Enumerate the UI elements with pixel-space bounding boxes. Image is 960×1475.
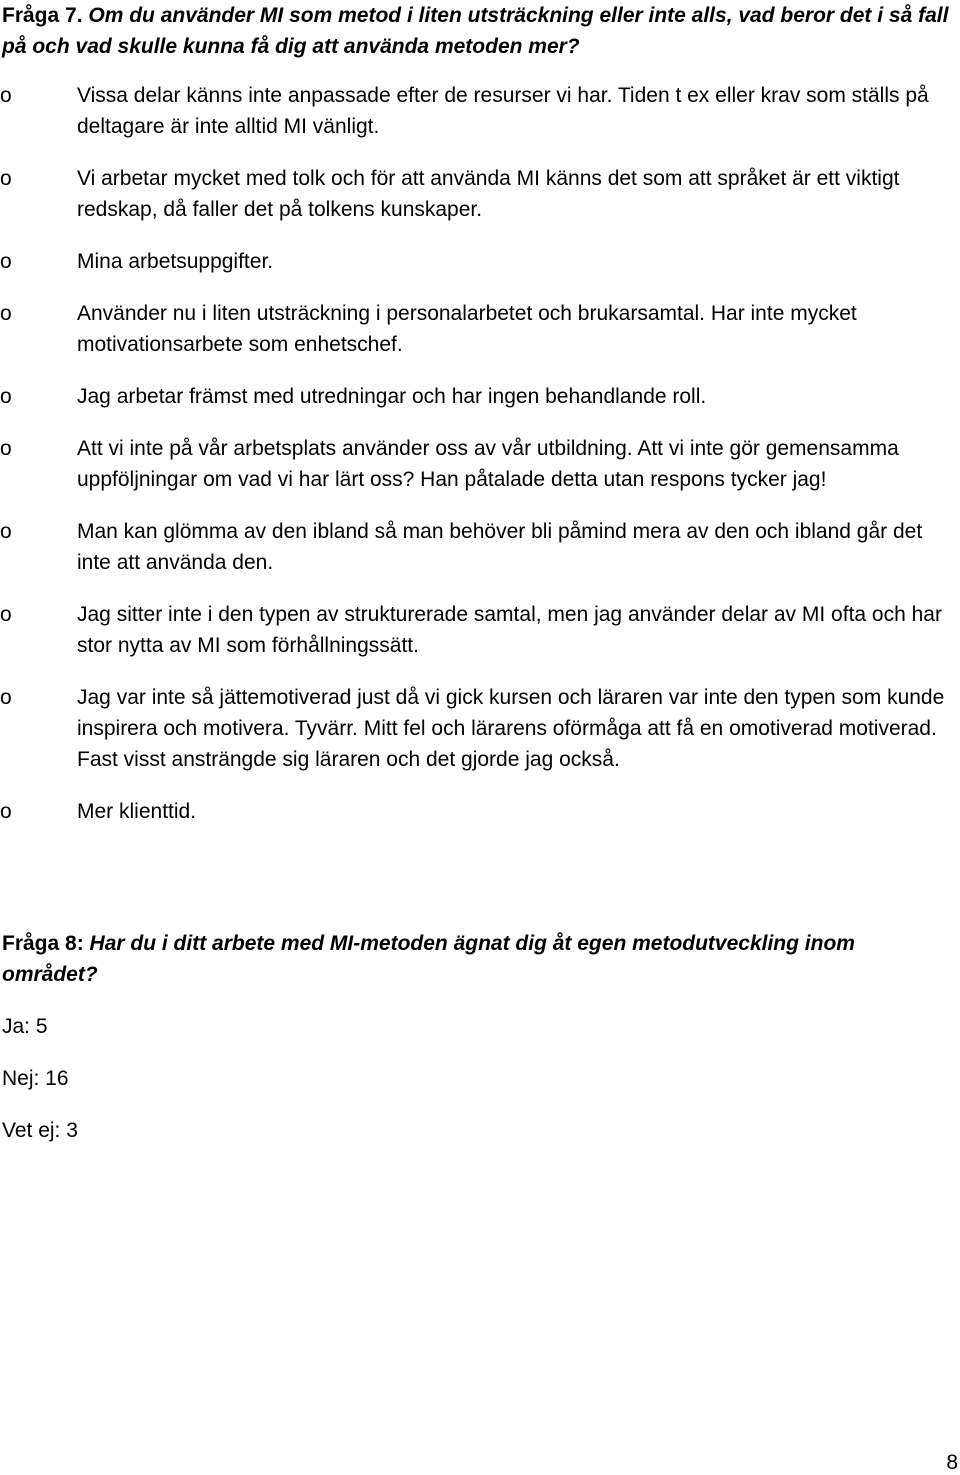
bullet-circle-icon: o xyxy=(0,385,12,408)
bullet-circle-icon: o xyxy=(0,800,12,823)
page-number: 8 xyxy=(946,1451,958,1474)
list-item xyxy=(0,298,957,360)
answer-list xyxy=(0,80,960,848)
question-7-heading xyxy=(2,0,952,62)
list-item xyxy=(0,796,957,827)
list-item xyxy=(0,433,957,495)
answer-text: Mer klienttid. xyxy=(77,800,197,823)
answer-text: Vi arbetar mycket med tolk och för att använda MI känns det som att språket är ett viktigt redskap, då faller det på tolkens kunskaper. xyxy=(77,167,900,221)
bullet-circle-icon: o xyxy=(0,84,12,107)
bullet-circle-icon: o xyxy=(0,250,12,273)
answer-text: Man kan glömma av den ibland så man behöver bli påmind mera av den och ibland går det inte att använda den. xyxy=(77,520,923,574)
question-8-text: Har du i ditt arbete med MI-metoden ägnat dig åt egen metodutveckling inom området? xyxy=(2,932,855,986)
answer-text: Använder nu i liten utsträckning i personalarbetet och brukarsamtal. Har inte mycket motivationsarbete som enhetschef. xyxy=(77,302,857,356)
question-7-label: Fråga 7. xyxy=(2,4,83,27)
question-7-text: Om du använder MI som metod i liten utsträckning eller inte alls, vad beror det i så fall på och vad skulle kunna få dig att använda metoden mer? xyxy=(2,4,949,58)
list-item xyxy=(0,163,957,225)
question-8-label: Fråga 8: xyxy=(2,932,84,955)
question-8-heading xyxy=(2,928,952,990)
result-vet-ej: Vet ej: 3 xyxy=(2,1119,78,1142)
list-item xyxy=(0,80,957,142)
list-item xyxy=(0,682,957,775)
bullet-circle-icon: o xyxy=(0,437,12,460)
bullet-circle-icon: o xyxy=(0,686,12,709)
list-item xyxy=(0,516,957,578)
bullet-circle-icon: o xyxy=(0,167,12,190)
list-item xyxy=(0,381,957,412)
result-ja: Ja: 5 xyxy=(2,1015,48,1038)
answer-text: Att vi inte på vår arbetsplats använder oss av vår utbildning. Att vi inte gör gemensamma uppföljningar om vad vi har lärt oss? Han påtalade detta utan respons tycker jag! xyxy=(77,437,899,491)
list-item xyxy=(0,246,957,277)
bullet-circle-icon: o xyxy=(0,603,12,626)
answer-text: Mina arbetsuppgifter. xyxy=(77,250,274,273)
list-item xyxy=(0,599,957,661)
answer-text: Jag arbetar främst med utredningar och har ingen behandlande roll. xyxy=(77,385,707,408)
bullet-circle-icon: o xyxy=(0,302,12,325)
answer-text: Jag var inte så jättemotiverad just då vi gick kursen och läraren var inte den typen som kunde inspirera och motivera. Tyvärr. Mitt fel och lärarens oförmåga att få en omotiverad motiverad. Fast visst ansträngde sig läraren och det gjorde jag också. xyxy=(77,686,945,771)
result-nej: Nej: 16 xyxy=(2,1067,69,1090)
bullet-circle-icon: o xyxy=(0,520,12,543)
answer-text: Jag sitter inte i den typen av strukturerade samtal, men jag använder delar av MI ofta och har stor nytta av MI som förhållningssätt. xyxy=(77,603,942,657)
answer-text: Vissa delar känns inte anpassade efter de resurser vi har. Tiden t ex eller krav som ställs på deltagare är inte alltid MI vänligt. xyxy=(77,84,929,138)
